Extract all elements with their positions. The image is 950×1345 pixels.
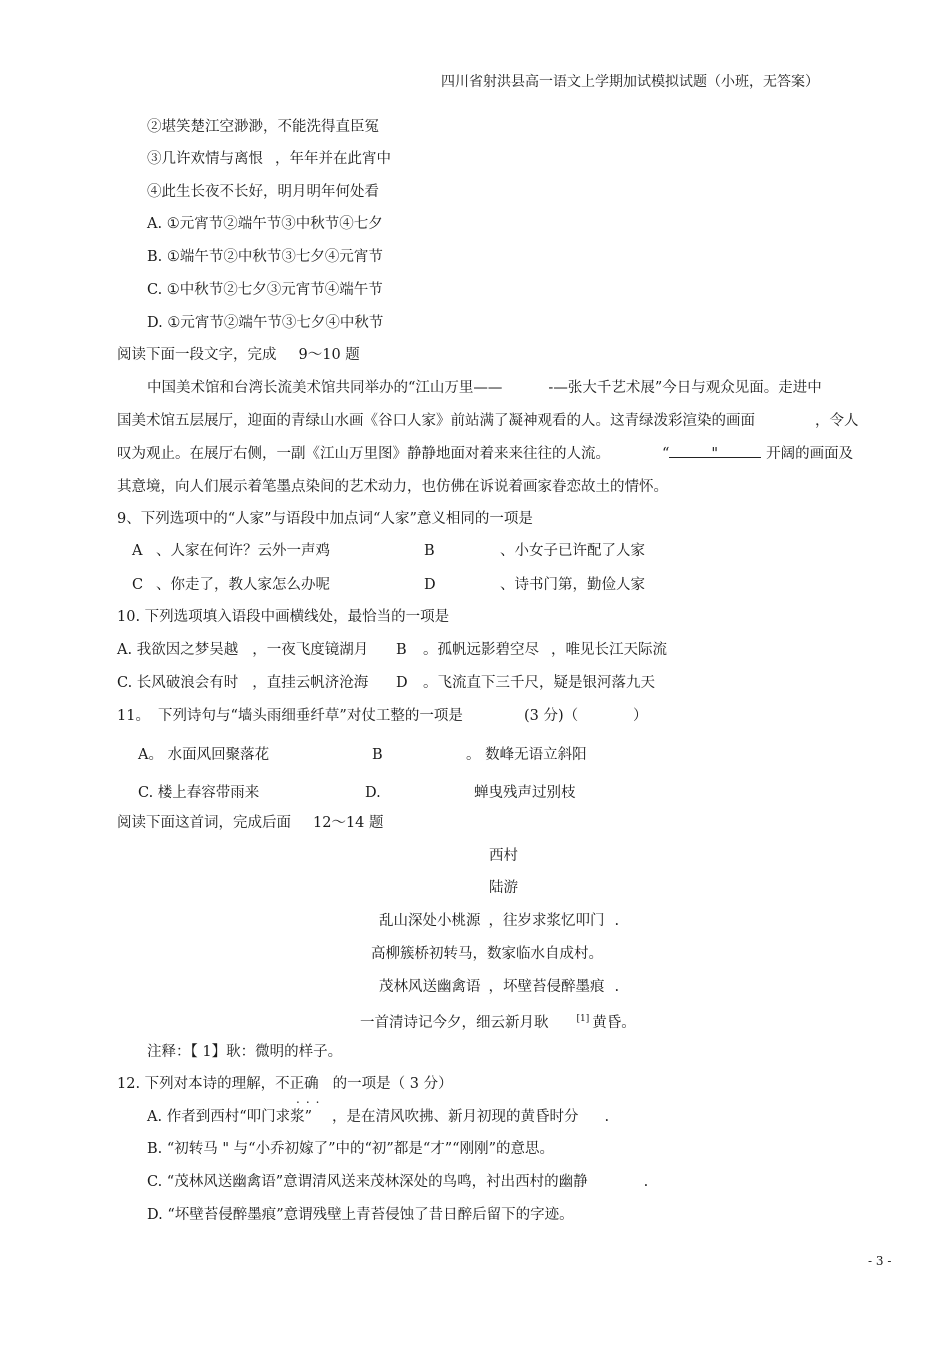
page-number: - 3 -: [868, 1254, 892, 1268]
poem-line-3: [379, 977, 619, 997]
q12-option-c: [147, 1172, 648, 1192]
reading1-p1-a: 中国美术馆和台湾长流美术馆共同举办的“江山万里——: [147, 380, 503, 396]
poem-line-3-a: 茂林风送幽禽语: [379, 979, 481, 995]
q10-stem: 10. 下列选项填入语段中画横线处，最恰当的一项是: [117, 609, 450, 625]
footnote-marker: [1]: [576, 1014, 590, 1024]
poem-title: 西村: [489, 848, 518, 864]
q12-option-a: [147, 1107, 609, 1127]
q9-option-b-text: 、小女子已许配了人家: [500, 543, 645, 559]
q12-option-c-text: C. “茂林风送幽禽语”意谓清风送来茂林深处的鸟鸣，衬出西村的幽静: [147, 1174, 588, 1190]
q10-option-c-text2: ，直挂云帆济沧海: [252, 675, 369, 691]
poem-line-3-b: ，坏壁苔侵醉墨痕: [488, 979, 605, 995]
q11-paren-close: ）: [633, 708, 648, 724]
reading1-intro: [117, 345, 360, 365]
reading1-p3-b: “: [662, 446, 670, 462]
reading2-intro: [117, 813, 384, 833]
reading2-intro-a: 阅读下面这首词，完成后面: [117, 815, 291, 831]
reading2-intro-b: 12～14 题: [313, 815, 384, 831]
q11-stem: 下列诗句与“墙头雨细垂纤草”对仗工整的一项是: [158, 708, 463, 724]
q9-option-c-text: 、你走了，教人家怎么办呢: [156, 577, 330, 593]
q11-option-d-text: 蝉曳残声过别枝: [474, 785, 576, 801]
q8-option-b: B. ①端午节②中秋节③七夕④元宵节: [147, 249, 383, 265]
poem-line-2: 高柳簇桥初转马，数家临水自成村。: [371, 946, 603, 962]
reading1-para-line-2: [117, 411, 859, 431]
reading1-p2-b: ，令人: [815, 413, 859, 429]
q9-option-c-label: C: [132, 577, 144, 593]
q11-number: 11。: [117, 708, 150, 724]
poem-line-4-b: 黄昏。: [592, 1014, 636, 1031]
poem-line-1: [379, 911, 619, 931]
reading1-p2-a: 国美术馆五层展厅，迎面的青绿山水画《谷口人家》前站满了凝神观看的人。这青绿泼彩渲染的画面: [117, 413, 755, 429]
reading1-p3-a: 叹为观止。在展厅右侧，一副《江山万里图》静静地面对着来来往往的人流。: [117, 446, 610, 462]
q8-option-d: D. ①元宵节②端午节③七夕④中秋节: [147, 315, 384, 331]
q8-line-3-a: ③几许欢情与离恨: [147, 151, 263, 167]
poem-note: 注释：【 1】耿：微明的样子。: [147, 1044, 343, 1060]
poem-line-4-a: 一首清诗记今夕，细云新月耿: [360, 1014, 549, 1031]
q12-option-d: D. “坏壁苔侵醉墨痕”意谓残壁上青苔侵蚀了昔日醉后留下的字迹。: [147, 1207, 574, 1223]
q10-option-d-label: D: [396, 675, 408, 691]
q8-line-4: ④此生长夜不长好，明月明年何处看: [147, 184, 379, 200]
reading1-p1-b: -—张大千艺术展”今日与观众见面。走进中: [548, 380, 822, 396]
reading1-para-line-1: [147, 378, 822, 398]
reading1-para-line-4: 其意境，向人们展示着笔墨点染间的艺术动力，也仿佛在诉说着画家眷恋故土的情怀。: [117, 479, 668, 495]
q11-option-c: C. 楼上春容带雨来: [138, 785, 260, 801]
emphasis-dots: ...: [296, 1092, 326, 1106]
q10-option-b-text2: ，唯见长江天际流: [551, 642, 667, 658]
q9-option-d-text: 、诗书门第，勤俭人家: [500, 577, 645, 593]
q10-option-c-text: C. 长风破浪会有时: [117, 675, 239, 691]
poem-line-1-c: .: [614, 913, 620, 929]
q8-line-2: ②堪笑楚江空渺渺，不能洗得直臣冤: [147, 119, 379, 135]
page-header: 四川省射洪县高一语文上学期加试模拟试题（小班，无答案）: [441, 74, 819, 90]
q12-stem-a: 12. 下列对本诗的理解，: [117, 1076, 276, 1092]
q10-option-a-text: A. 我欲因之梦吴越: [117, 642, 239, 658]
q9-option-b-label: B: [424, 543, 435, 559]
q11-option-a: A。 水面风回聚落花: [138, 747, 270, 763]
q10-option-b-label: B: [396, 642, 407, 658]
q8-line-3-b: ，年年并在此宵中: [275, 151, 391, 167]
q9-option-d-label: D: [424, 577, 436, 593]
q12-stem-c: 的一项是（ 3 分）: [332, 1076, 453, 1092]
poem-line-3-c: .: [614, 979, 620, 995]
reading1-intro-b: 9～10 题: [298, 347, 360, 363]
q10-option-c: [117, 673, 368, 693]
q10-option-a: [117, 640, 368, 660]
poem-line-4: [360, 1009, 636, 1033]
reading1-intro-a: 阅读下面一段文字，完成: [117, 347, 277, 363]
q12-option-b: B. “初转马 " 与“小乔初嫁了”中的“初”都是“才”“刚刚”的意思。: [147, 1141, 554, 1157]
q8-line-3: [147, 149, 391, 169]
q8-option-a: A. ①元宵节②端午节③中秋节④七夕: [147, 216, 383, 232]
q10-option-b-text: 。孤帆远影碧空尽: [423, 642, 539, 658]
q12-option-c-end: .: [643, 1174, 649, 1190]
q10-option-a-text2: ，一夜飞度镜湖月: [252, 642, 369, 658]
poem-author: 陆游: [489, 880, 518, 896]
q10-option-d-text: 。飞流直下三千尺，疑是银河落九天: [423, 675, 655, 691]
poem-line-1-a: 乱山深处小桃源: [379, 913, 481, 929]
reading1-p3-d: 开阔的画面及: [766, 446, 854, 462]
q12-stem-b: 不正确: [275, 1076, 319, 1092]
q11-score: (3 分)（: [524, 708, 579, 724]
q12-stem: [117, 1074, 453, 1094]
q11-option-d-label: D.: [365, 785, 381, 801]
q12-option-a-text: A. 作者到西村“叩门求浆”: [147, 1109, 313, 1125]
poem-line-1-b: ，往岁求浆忆叩门: [488, 913, 605, 929]
q11-option-b-text: 。 数峰无语立斜阳: [466, 747, 587, 763]
q8-option-c: C. ①中秋节②七夕③元宵节④端午节: [147, 282, 383, 298]
q12-option-a-text2: ，是在清风吹拂、新月初现的黄昏时分: [332, 1109, 579, 1125]
q9-option-a-text: 、人家在何许？云外一声鸡: [156, 543, 330, 559]
q9-option-a-label: A: [132, 543, 143, 559]
q9-stem: 9、下列选项中的“人家”与语段中加点词“人家”意义相同的一项是: [117, 511, 533, 527]
q10-option-b: [423, 640, 667, 660]
reading1-para-line-3: [117, 443, 853, 464]
reading1-p3-c: ": [711, 446, 719, 462]
q12-option-a-end: .: [604, 1109, 610, 1125]
q11-option-b-label: B: [372, 747, 383, 763]
